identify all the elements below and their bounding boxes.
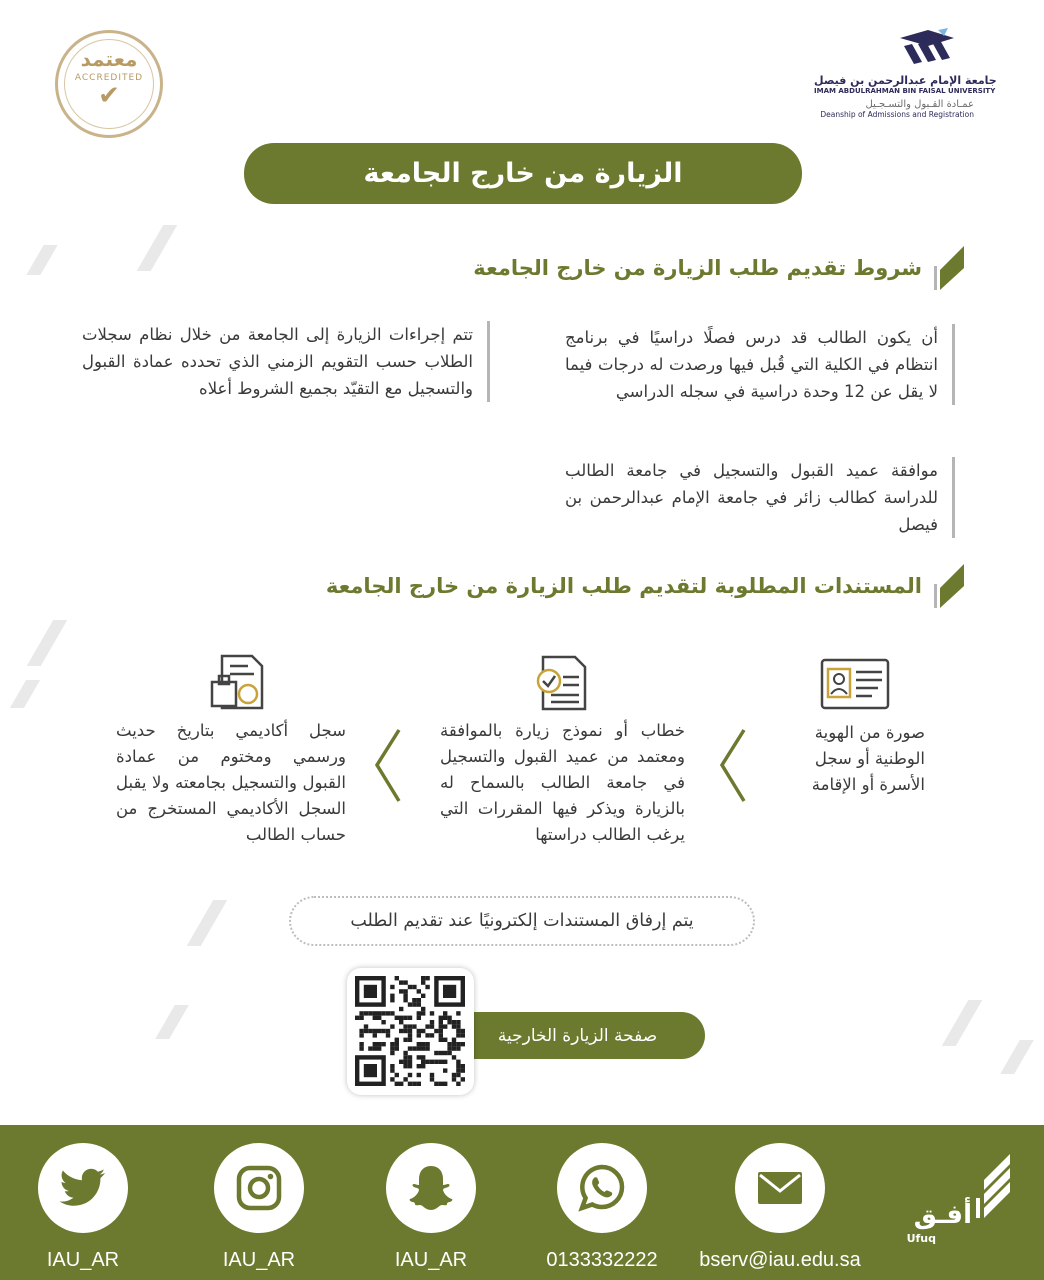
chevron-left-icon (718, 728, 748, 803)
instagram-button[interactable] (214, 1143, 304, 1233)
decor-stripe (155, 1005, 189, 1039)
seal-title: معتمد (80, 47, 138, 71)
email-address: bserv@iau.edu.sa (699, 1249, 861, 1271)
twitter-icon (60, 1168, 106, 1208)
email-icon (756, 1170, 804, 1206)
decor-stripe (10, 680, 40, 708)
qr-code-icon (347, 968, 474, 1095)
document-item: خطاب أو نموذج زيارة بالموافقة ومعتمد من عميد القبول والتسجيل في جامعة الطالب بالسماح له بالزيارة ويذكر فيها المقررات التي يرغب الطالب دراستها (440, 721, 685, 844)
contact-email (680, 1143, 880, 1272)
document-item: سجل أكاديمي بتاريخ حديث ورسمي ومختوم من عمادة القبول والتسجيل بجامعته ولا يقبل السجل الأكاديمي المستخرج من حساب الطالب (116, 721, 346, 844)
section-flag-icon (934, 564, 964, 608)
snapchat-button[interactable] (386, 1143, 476, 1233)
snapchat-icon (406, 1164, 456, 1212)
deanship-name-ar: عمـادة القـبول والتسـجـيل (865, 99, 974, 110)
twitter-button[interactable] (38, 1143, 128, 1233)
university-logo (814, 28, 997, 119)
decor-stripe (942, 1000, 983, 1046)
stamped-record-icon (210, 654, 266, 710)
decor-stripe (27, 620, 68, 666)
condition-item: موافقة عميد القبول والتسجيل في جامعة الطالب للدراسة كطالب زائر في جامعة الإمام عبدالرحمن بن فيصل (565, 457, 955, 538)
documents-heading-text: المستندات المطلوبة لتقديم طلب الزيارة من خارج الجامعة (325, 574, 922, 598)
contact-whatsapp (517, 1143, 687, 1272)
ufuq-brand-en: Ufuq (906, 1232, 936, 1245)
condition-item: أن يكون الطالب قد درس فصلًا دراسيًا في برنامج انتظام في الكلية التي قُبل فيها ورصدت له درجات فيما لا يقل عن 12 وحدة دراسية في سجله الدراسي (565, 324, 955, 405)
email-button[interactable] (735, 1143, 825, 1233)
accreditation-seal (55, 30, 163, 138)
seal-subtitle: ACCREDITED (74, 73, 144, 83)
approved-document-icon (533, 655, 588, 711)
attachment-note: يتم إرفاق المستندات إلكترونيًا عند تقديم الطلب (289, 896, 755, 946)
university-name-en: IMAM ABDULRAHMAN BIN FAISAL UNIVERSITY (814, 87, 996, 95)
footer (0, 1125, 1044, 1280)
twitter-handle: IAU_AR (46, 1249, 120, 1271)
decor-stripe (137, 225, 178, 271)
visit-page-button[interactable]: صفحة الزيارة الخارجية (450, 1012, 705, 1059)
document-item: صورة من الهوية الوطنية أو سجل الأسرة أو الإقامة (811, 723, 925, 794)
contact-snapchat (346, 1143, 516, 1272)
page-title: الزيارة من خارج الجامعة (244, 143, 802, 204)
chevron-left-icon (373, 728, 403, 803)
condition-item: تتم إجراءات الزيارة إلى الجامعة من خلال نظام سجلات الطلاب حسب التقويم الزمني الذي تحدده عمادة القبول والتسجيل مع التقيّد بجميع الشروط أعلاه (82, 321, 490, 402)
instagram-icon (236, 1165, 282, 1211)
id-card-icon (820, 658, 890, 710)
decor-stripe (187, 900, 228, 946)
conditions-heading-text: شروط تقديم طلب الزيارة من خارج الجامعة (473, 256, 922, 280)
whatsapp-number: 0133332222 (546, 1249, 658, 1271)
deanship-name-en: Deanship of Admissions and Registration (820, 110, 974, 119)
ufuq-brand-ar: أفـق (913, 1200, 972, 1230)
conditions-heading (473, 246, 964, 290)
university-emblem-icon (898, 28, 956, 68)
section-flag-icon (934, 246, 964, 290)
contact-instagram (174, 1143, 344, 1272)
ufuq-emblem-icon (974, 1150, 1014, 1220)
university-name-ar: جامعة الإمام عبدالرحمن بن فيصل (814, 74, 997, 87)
instagram-handle: IAU_AR (222, 1249, 296, 1271)
qr-code[interactable] (347, 968, 474, 1095)
contact-twitter (0, 1143, 168, 1272)
snapchat-handle: IAU_AR (394, 1249, 468, 1271)
whatsapp-icon (577, 1163, 627, 1213)
decor-stripe (1000, 1040, 1034, 1074)
documents-heading (326, 564, 964, 608)
whatsapp-button[interactable] (557, 1143, 647, 1233)
decor-stripe (26, 245, 57, 275)
checkmark-icon: ✔ (98, 81, 120, 111)
